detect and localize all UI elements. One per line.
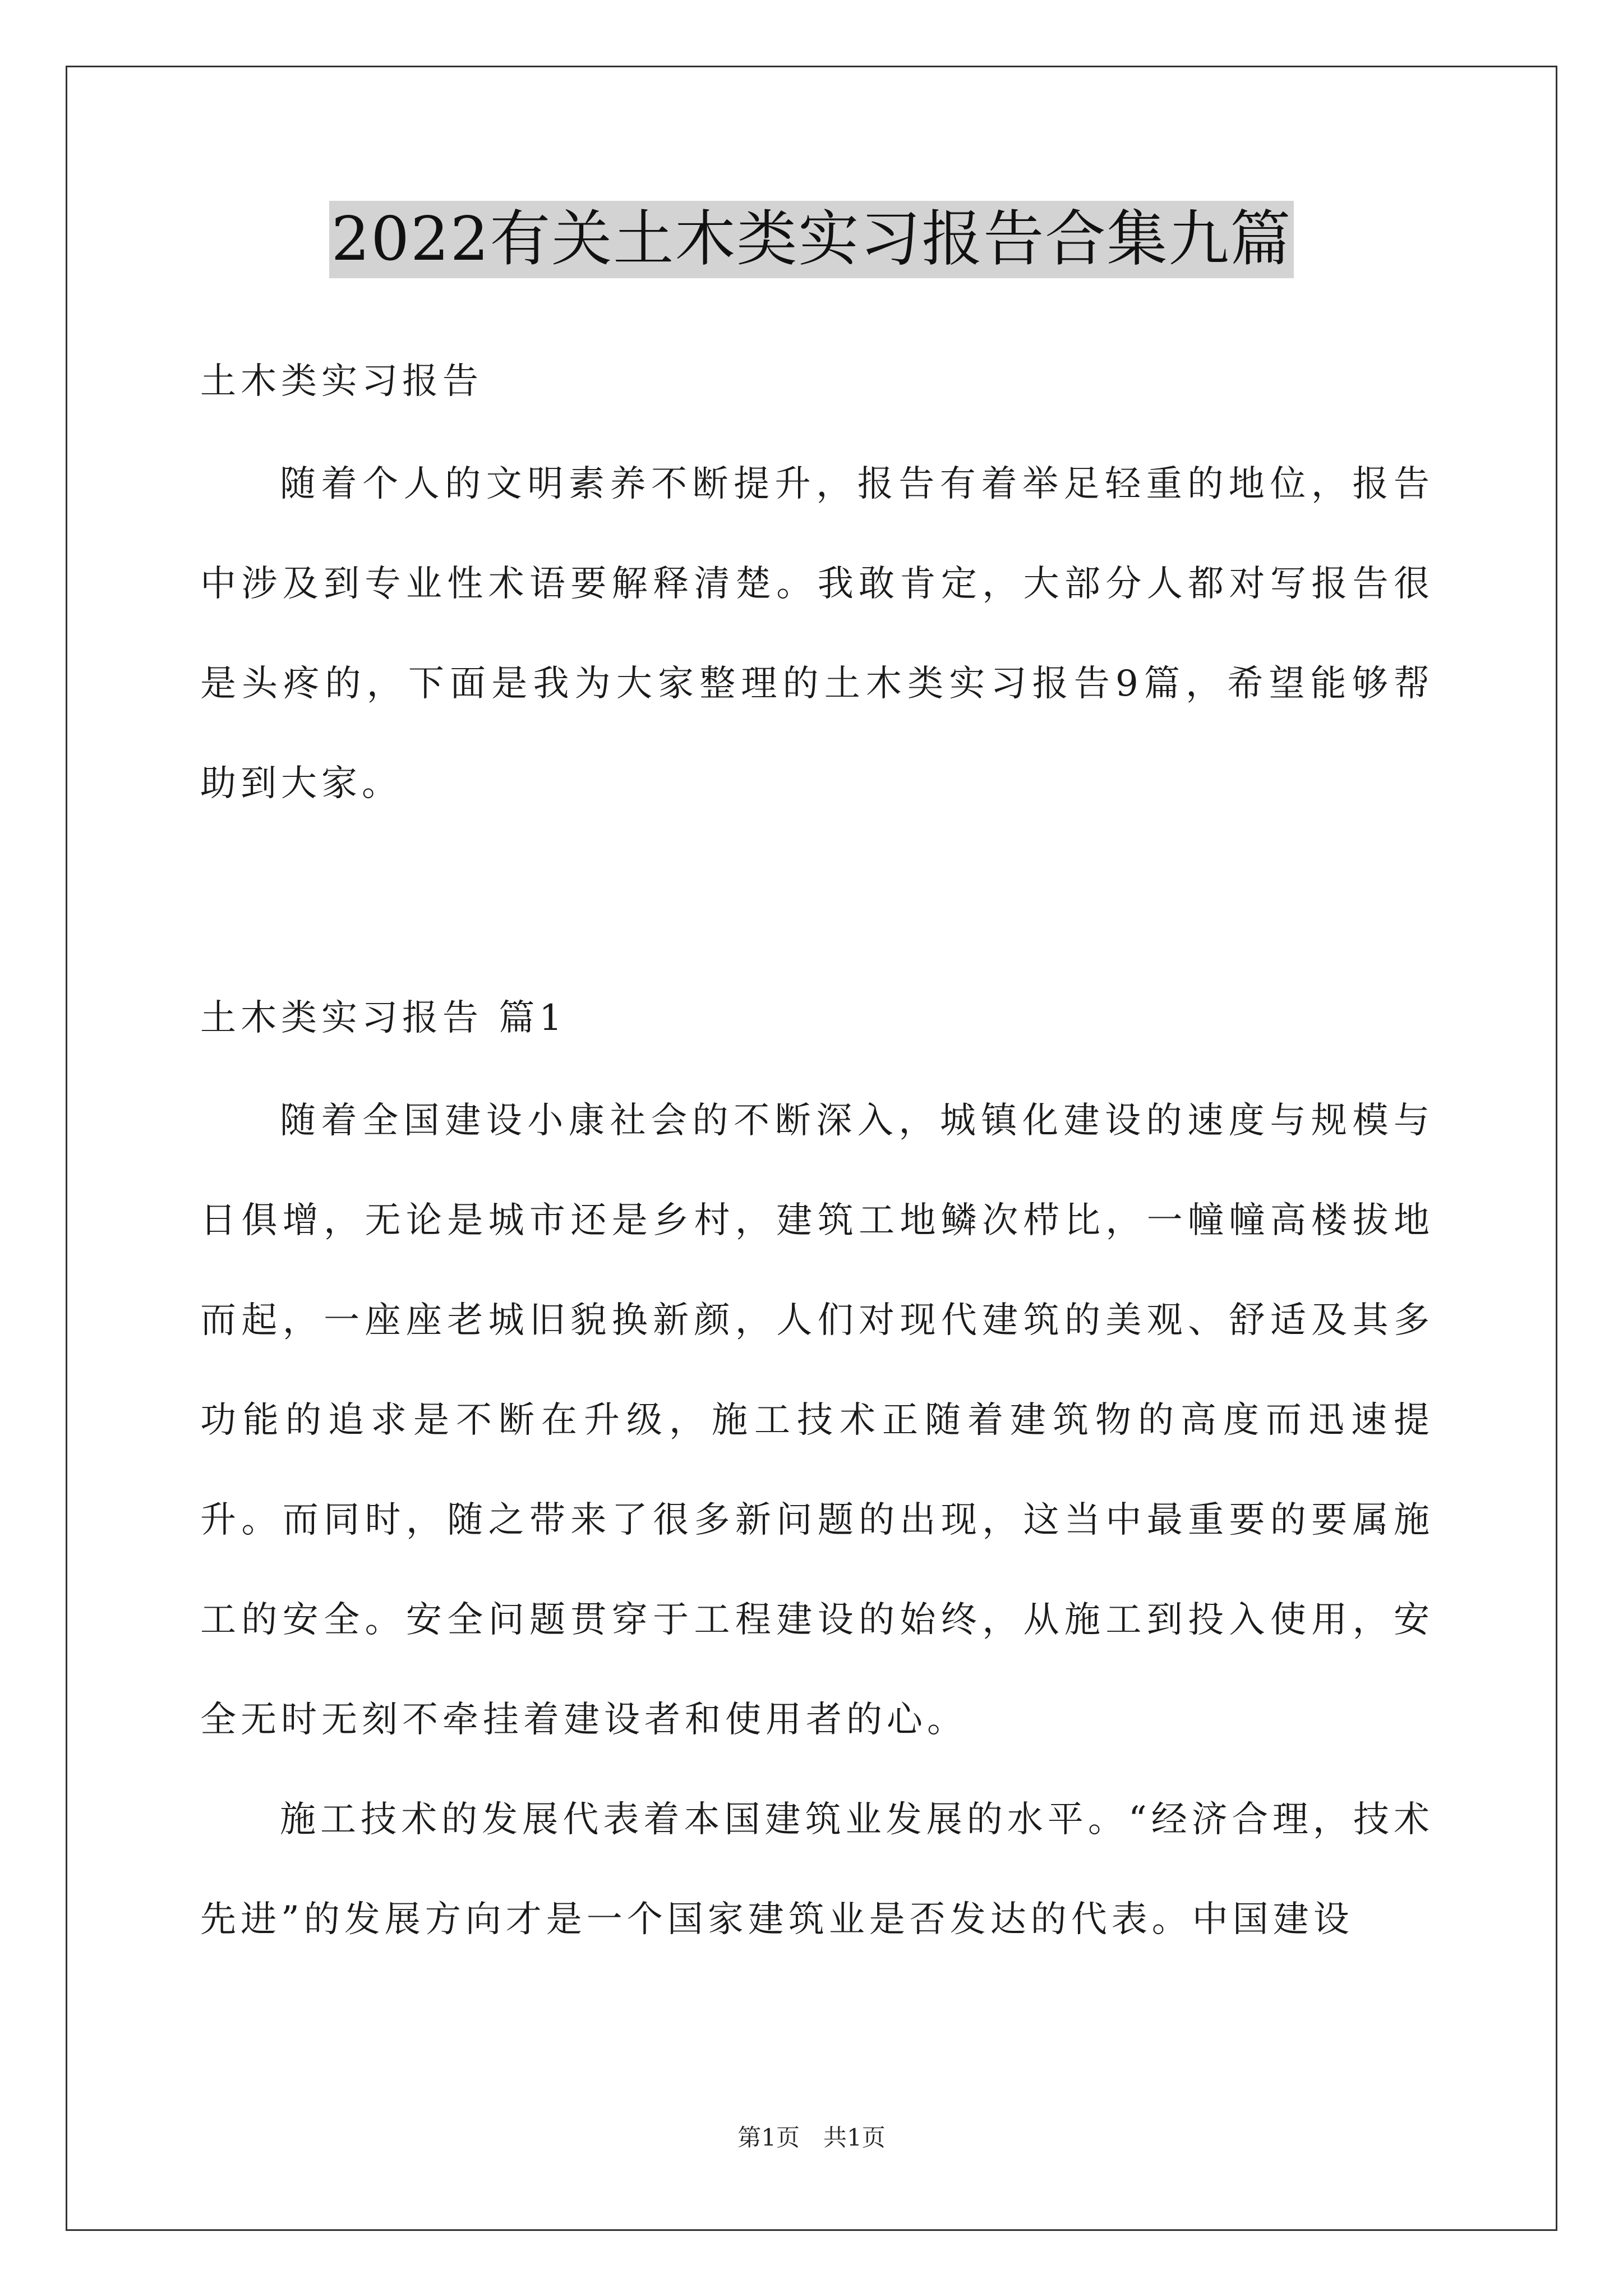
part1-paragraph-2: 施工技术的发展代表着本国建筑业发展的水平。“经济合理，技术先进”的发展方向才是一个国家建筑业是否发达的代表。中国建设 [200, 1799, 1434, 1940]
part1-heading: 土木类实习报告 篇1 [200, 997, 567, 1039]
document-title: 2022有关土木类实习报告合集九篇 [329, 201, 1294, 278]
intro-paragraph-block [200, 434, 1434, 834]
part1-body-block [200, 1071, 1434, 1970]
title-container [0, 201, 1623, 278]
section-heading: 土木类实习报告 [200, 361, 483, 402]
part1-paragraph-1: 随着全国建设小康社会的不断深入，城镇化建设的速度与规模与日俱增，无论是城市还是乡村，建筑工地鳞次栉比，一幢幢高楼拔地而起，一座座老城旧貌换新颜，人们对现代建筑的美观、舒适及其多功能的追求是不断在升级，施工技术正随着建筑物的高度而迅速提升。而同时，随之带来了很多新问题的出现，这当中最重要的要属施工的安全。安全问题贯穿于工程建设的始终，从施工到投入使用，安全无时无刻不牵挂着建设者和使用者的心。 [200, 1100, 1434, 1741]
page-footer: 第1页 共1页 [737, 2124, 886, 2151]
intro-paragraph: 随着个人的文明素养不断提升，报告有着举足轻重的地位，报告中涉及到专业性术语要解释清楚。我敢肯定，大部分人都对写报告很是头疼的，下面是我为大家整理的土木类实习报告9篇，希望能够帮助到大家。 [200, 463, 1434, 804]
